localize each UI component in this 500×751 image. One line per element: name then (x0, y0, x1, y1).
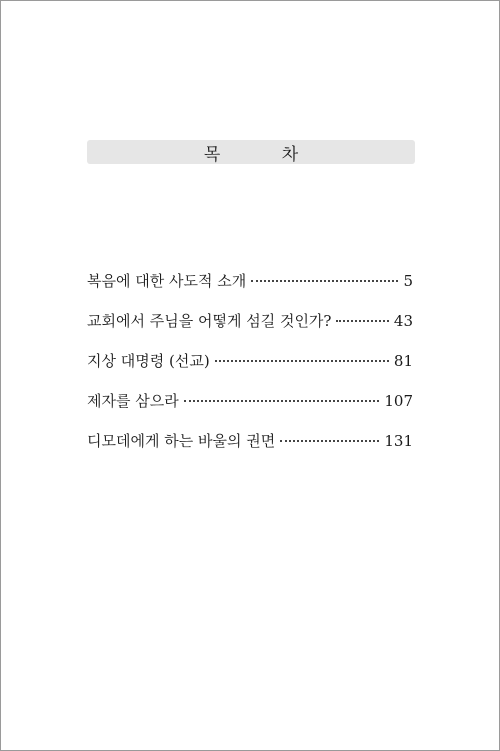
toc-entry[interactable] (87, 349, 413, 389)
toc-entry-page: 43 (393, 312, 413, 330)
toc-entry-title: 복음에 대한 사도적 소개 (87, 272, 247, 290)
toc-entry-page: 5 (403, 272, 413, 290)
toc-entry[interactable] (87, 309, 413, 349)
toc-entry-title: 디모데에게 하는 바울의 권면 (87, 432, 276, 450)
dot-leader (280, 440, 379, 442)
dot-leader (251, 280, 398, 282)
dot-leader (215, 360, 389, 362)
toc-entry-page: 107 (384, 392, 413, 410)
toc-entry-page: 81 (393, 352, 413, 370)
toc-entry-title: 지상 대명령 (선교) (87, 352, 210, 370)
dot-leader (184, 400, 380, 402)
toc-entry[interactable] (87, 269, 413, 309)
toc-entry-page: 131 (384, 432, 413, 450)
dot-leader (336, 320, 388, 322)
toc-heading: 목 차 (203, 144, 327, 165)
toc-entry-title: 교회에서 주님을 어떻게 섬길 것인가? (87, 312, 332, 330)
toc-entry-title: 제자를 삼으라 (87, 392, 179, 410)
toc-list (87, 269, 413, 469)
toc-entry[interactable] (87, 429, 413, 469)
toc-heading-bar (87, 140, 415, 164)
toc-entry[interactable] (87, 389, 413, 429)
